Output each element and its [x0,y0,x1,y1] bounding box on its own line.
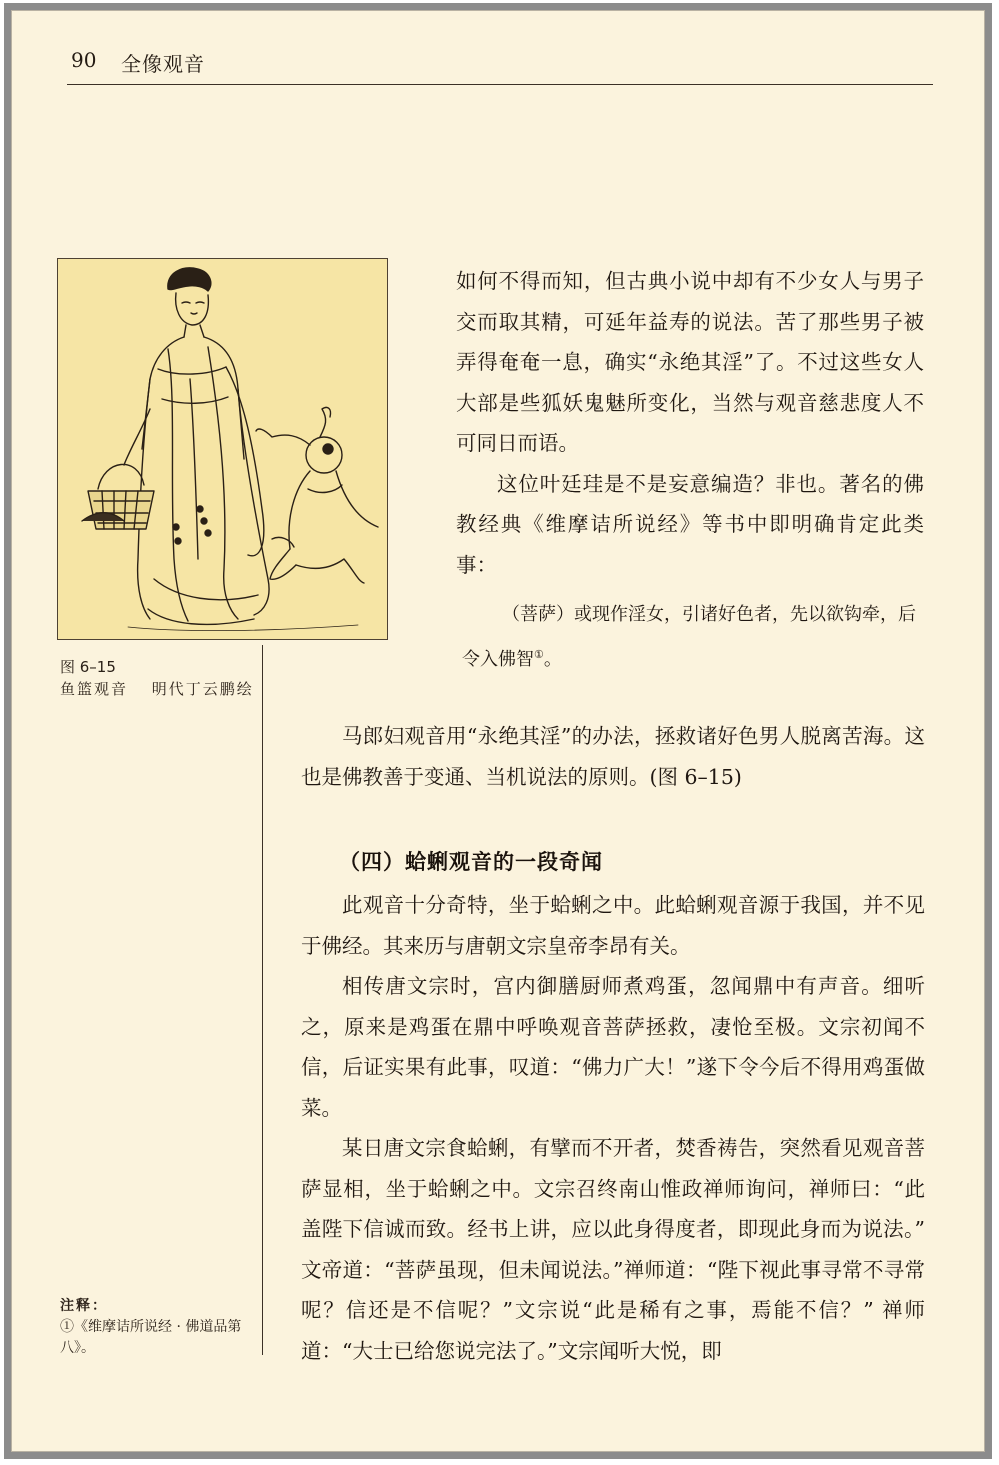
column-divider [262,645,263,1355]
fish-basket-guanyin-drawing [58,259,388,640]
main-text-column [301,716,925,1371]
section-heading: （四）蛤蜊观音的一段奇闻 [339,849,603,874]
figure-illustration [57,258,388,640]
footnote-mark: ① [534,648,544,661]
quote-text: （菩萨）或现作淫女，引诸好色者，先以欲钩牵，后令入佛智 [462,604,916,670]
running-header [67,44,933,85]
quote-end: 。 [543,649,562,670]
footnote-item: ①《维摩诘所说经 · 佛道品第八》。 [60,1319,242,1356]
figure-description: 鱼篮观音 明代丁云鹏绘 [60,680,254,698]
paragraph: 某日唐文宗食蛤蜊，有擘而不开者，焚香祷告，突然看见观音菩萨显相，坐于蛤蜊之中。文宗召终南山惟政禅师询问，禅师曰：“此盖陛下信诚而致。经书上讲，应以此身得度者，即现此身而为说法。” 文帝道：“菩萨虽现，但未闻说法。”禅师道：“陛下视此事寻常不寻常呢？信还是不信呢？”文宗说“此是稀有之事，焉能不信？” 禅师道：“大士已给您说完法了。”文宗闻听大悦，即 [301,1136,925,1363]
paragraph: 此观音十分奇特，坐于蛤蜊之中。此蛤蜊观音源于我国，并不见于佛经。其来历与唐朝文宗皇帝李昂有关。 [301,893,925,958]
footnotes [60,1296,260,1359]
figure-label: 图 6–15 [60,658,116,676]
page-number: 90 [71,48,97,72]
paragraph: 相传唐文宗时，宫内御膳厨师煮鸡蛋，忽闻鼎中有声音。细听之，原来是鸡蛋在鼎中呼唤观音菩萨拯救，凄怆至极。文宗初闻不信，后证实果有此事，叹道：“佛力广大！”遂下令今后不得用鸡蛋做菜。 [301,974,925,1120]
paragraph: 如何不得而知，但古典小说中却有不少女人与男子交而取其精，可延年益寿的说法。苦了那些男子被弄得奄奄一息，确实“永绝其淫”了。不过这些女人大部是些狐妖鬼魅所变化，当然与观音慈悲度人不可同日而语。 [456,269,924,455]
paragraph: 这位叶廷珪是不是妄意编造？非也。著名的佛教经典《维摩诘所说经》等书中即明确肯定此类事： [456,471,924,577]
book-title: 全像观音 [121,52,205,76]
sutra-quote [462,595,924,680]
notes-title: 注释： [60,1298,108,1314]
figure-caption [60,656,260,700]
paragraph: 马郎妇观音用“永绝其淫”的办法，拯救诸好色男人脱离苦海。这也是佛教善于变通、当机说法的原则。(图 6–15) [301,724,925,789]
top-text-block [456,261,924,585]
